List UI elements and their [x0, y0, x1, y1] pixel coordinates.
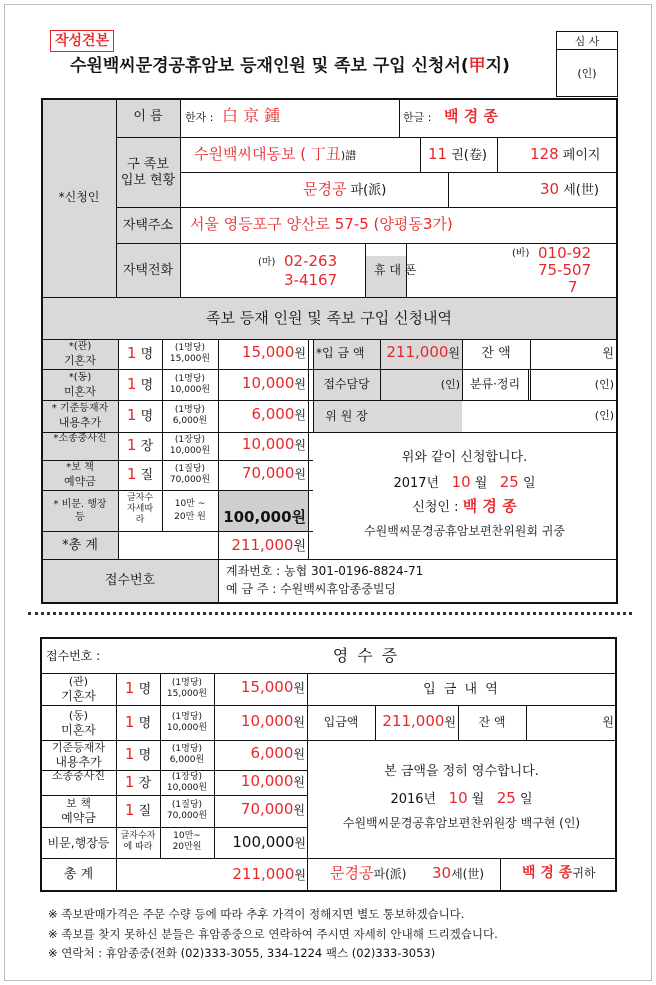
- addressee: 수원백씨문경공휴암보편찬위원회 귀중: [364, 524, 565, 538]
- bimun-amount: 100,000원: [223, 508, 306, 526]
- cut-line: [28, 612, 632, 615]
- receipt-deposit-header: 입 금 내 역: [423, 682, 500, 697]
- row-amount: 15,000원: [241, 343, 306, 361]
- receipt-recipient: 백 경 종귀하: [522, 865, 596, 881]
- row-per-price: 10,000원: [169, 446, 211, 456]
- receipt-bimun-range-2: 20만원: [172, 842, 202, 852]
- row-quantity: 1 명: [126, 374, 154, 393]
- row-per-unit: (1명당): [174, 343, 206, 353]
- receipt-deposit-label: 입금액: [323, 715, 359, 729]
- row-label: (동): [68, 708, 89, 722]
- row-label: *(동): [68, 371, 92, 383]
- committee-seal: (인): [594, 409, 614, 422]
- receipt-number-label: 접수번호: [104, 573, 156, 588]
- row-per-price: 6,000원: [169, 755, 205, 765]
- receipt-balance-won: 원: [602, 715, 614, 729]
- bimun-note-2: 자세따: [126, 504, 154, 514]
- receipt-issuer: 수원백씨문경공휴암보편찬위원장 백구현 (인): [342, 816, 581, 830]
- row-per-unit: (1질당): [174, 464, 206, 474]
- row-quantity: 1 장: [124, 772, 152, 791]
- receipt-pa: 문경공파(派): [330, 864, 407, 882]
- note-3: ※ 연락처 : 휴암종중(전화 (02)333-3055, 334-1224 팩스 (02)333-3053): [48, 946, 436, 960]
- volume: 11 권(卷): [428, 145, 487, 163]
- note-1: ※ 족보판매가격은 주문 수량 등에 따라 추후 가격이 정해지면 별도 통보하겠습니다.: [48, 907, 465, 921]
- row-per-unit: (1장당): [174, 435, 206, 445]
- pa: 문경공 파(派): [303, 180, 387, 198]
- row-label-2: 내용추가: [58, 416, 102, 429]
- row-amount: 6,000원: [251, 405, 306, 423]
- row-amount: 10,000원: [241, 435, 306, 453]
- sample-stamp: 작성견본: [50, 30, 114, 52]
- receipt-total-amount: 211,000원: [232, 865, 306, 883]
- row-amount: 10,000원: [240, 771, 305, 790]
- total-label: *총 계: [62, 538, 98, 553]
- row-amount: 70,000원: [241, 464, 306, 482]
- bimun-label: * 비문. 행장: [53, 499, 107, 510]
- row-quantity: 1 장: [126, 436, 154, 454]
- bimun-range-2: 20만 원: [174, 512, 206, 522]
- row-label-2: 예약금: [61, 811, 96, 825]
- row-label: 기준등재자: [51, 741, 106, 754]
- page-no: 128 페이지: [530, 145, 601, 163]
- row-label-2: 미혼자: [61, 722, 96, 737]
- receipt-title: 영 수 증: [332, 646, 400, 665]
- row-quantity: 1 명: [124, 745, 152, 763]
- old-jokbo-label: 구 족보: [127, 157, 169, 172]
- row-per-price: 10,000원: [169, 384, 211, 395]
- receipt-balance-label: 잔 액: [478, 715, 506, 729]
- row-per-price: 70,000원: [166, 811, 208, 821]
- hangul-name: 백 경 종: [444, 107, 498, 125]
- balance-label: 잔 액: [481, 346, 511, 361]
- row-quantity: 1 명: [126, 344, 154, 362]
- hangul-label: 한글 :: [403, 111, 432, 124]
- total-amount: 211,000원: [231, 536, 306, 554]
- row-label-2: 내용추가: [55, 755, 102, 769]
- row-per-price: 10,000원: [166, 722, 208, 733]
- receipt-deposit-amount: 211,000원: [382, 712, 456, 730]
- bimun-range-1: 10만 ~: [174, 499, 206, 509]
- row-per-unit: (1명당): [174, 405, 206, 415]
- row-per-price: 15,000원: [166, 689, 208, 699]
- row-label: (관): [68, 675, 89, 688]
- phone-label: 자택전화: [122, 263, 174, 278]
- bimun-label-2: 등: [75, 512, 85, 523]
- note-2: ※ 족보를 찾지 못하신 분들은 휴암종중으로 연락하여 주시면 자세히 안내해 드리겠습니다.: [48, 927, 498, 941]
- phone-prefix: (마): [258, 257, 276, 268]
- receipt-bimun-range-1: 10만~: [173, 831, 201, 841]
- row-label: * 기준등재자: [51, 403, 109, 414]
- row-amount: 6,000원: [250, 744, 305, 762]
- title-han: 甲: [468, 56, 486, 76]
- phone-line-1: 02-263: [284, 252, 338, 270]
- old-jokbo-label-2: 입보 현황: [120, 173, 176, 188]
- receipt-generation: 30세(世): [432, 864, 485, 882]
- row-label-2: 예약금: [64, 475, 96, 488]
- hanja-name: 白 京 鍾: [222, 106, 281, 125]
- row-label: *(관): [68, 341, 92, 352]
- name-label: 이 름: [133, 109, 163, 124]
- request-statement: 위와 같이 신청합니다.: [401, 450, 528, 465]
- mobile-line-1: 010-92: [538, 244, 592, 262]
- bimun-note-1: 글자수: [126, 493, 154, 503]
- request-section-title: 족보 등재 인원 및 족보 구입 신청내역: [206, 309, 452, 327]
- row-per-unit: (1장당): [171, 771, 203, 782]
- mobile-prefix: (바): [512, 248, 530, 259]
- mobile-line-2: 75-507: [538, 261, 592, 279]
- mobile-label: 휴 대 폰: [374, 263, 417, 277]
- row-quantity: 1 질: [124, 801, 152, 819]
- row-amount: 10,000원: [240, 711, 305, 730]
- generation: 30 세(世): [540, 180, 599, 198]
- row-per-unit: (1명당): [171, 711, 203, 722]
- row-per-unit: (1명당): [171, 744, 203, 754]
- applicant-section-label: *신청인: [58, 190, 100, 204]
- balance-won: 원: [602, 346, 614, 360]
- row-label: *소종중사진: [53, 433, 107, 444]
- receipt-statement: 본 금액을 정히 영수합니다.: [384, 764, 539, 779]
- phone-line-2: 3-4167: [284, 271, 338, 289]
- receipt-total-label: 총 계: [63, 867, 94, 882]
- review-seal: (인): [577, 67, 597, 80]
- row-amount: 10,000원: [241, 373, 306, 392]
- row-label: 소종중사진: [51, 768, 106, 782]
- account-line: 계좌번호 : 농협 301-0196-8824-71: [226, 564, 424, 578]
- row-label-2: 기혼자: [64, 354, 96, 367]
- committee-label: 위 원 장: [325, 409, 368, 423]
- hanja-label: 한자 :: [185, 111, 214, 124]
- sort-seal: (인): [594, 378, 614, 391]
- bimun-note-3: 라: [135, 515, 145, 525]
- receiver-seal: (인): [440, 378, 460, 391]
- receipt-bimun-note-1: 글자수자: [120, 831, 156, 841]
- row-amount: 15,000원: [240, 678, 305, 696]
- receipt-bimun-amount: 100,000원: [232, 833, 306, 851]
- row-per-unit: (1명당): [171, 678, 203, 688]
- jokbo-name: 수원백씨대동보 ( 丁丑)譜: [194, 145, 357, 163]
- row-per-unit: (1명당): [174, 373, 206, 384]
- row-quantity: 1 질: [126, 465, 154, 483]
- row-per-price: 15,000원: [169, 354, 211, 364]
- row-label: *보 책: [66, 462, 94, 473]
- row-per-price: 6,000원: [172, 416, 208, 426]
- row-label: 보 책: [66, 797, 91, 810]
- signer: 신청인 : 백 경 종: [412, 497, 517, 515]
- row-per-price: 70,000원: [169, 475, 211, 485]
- row-label-2: 미혼자: [64, 384, 96, 398]
- deposit-amount: 211,000원: [386, 343, 460, 361]
- review-label: 심 사: [574, 35, 600, 48]
- form-title: 수원백씨문경공휴암보 등재인원 및 족보 구입 신청서(甲지): [70, 56, 510, 76]
- holder-line: 예 금 주 : 수원백씨휴암종중빌딩: [226, 582, 396, 596]
- row-per-price: 10,000원: [166, 782, 208, 793]
- receipt-bimun-note-2: 에 따라: [123, 842, 153, 852]
- request-date: 2017년 10 월 25 일: [393, 473, 536, 491]
- address-label: 자택주소: [122, 218, 174, 233]
- mobile-line-3: 7: [568, 278, 578, 296]
- row-amount: 70,000원: [240, 800, 305, 818]
- receipt-bimun-label: 비문,행장등: [47, 836, 110, 850]
- row-quantity: 1 명: [124, 679, 152, 697]
- row-quantity: 1 명: [126, 406, 154, 424]
- sort-label: 분류·정리: [469, 377, 521, 391]
- row-quantity: 1 명: [124, 712, 152, 731]
- row-per-unit: (1질당): [171, 800, 203, 810]
- row-label-2: 기혼자: [61, 689, 96, 703]
- address-value: 서울 영등포구 양산로 57-5 (양평동3가): [190, 215, 453, 233]
- deposit-label: *입 금 액: [316, 346, 365, 360]
- receipt-no-label: 접수번호 :: [46, 649, 101, 663]
- receipt-date: 2016년 10 월 25 일: [390, 789, 533, 807]
- receiver-label: 접수담당: [323, 377, 370, 391]
